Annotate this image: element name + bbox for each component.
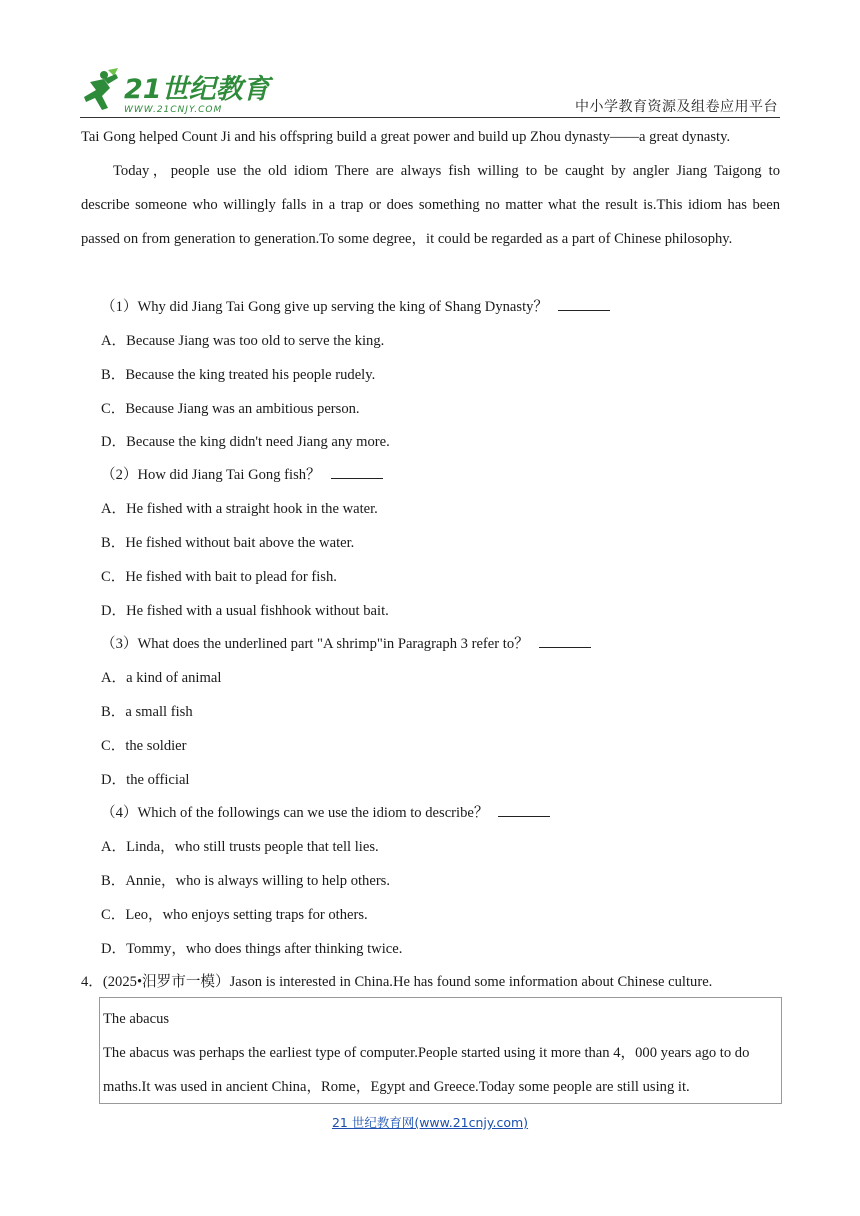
passage-line: Today，people use the old idiom There are always fish willing to be caught by angler Jiang Taigong to [113, 163, 780, 179]
option-a: A．Linda，who still trusts people that tell lies. [101, 839, 379, 855]
info-box-title: The abacus [103, 1011, 170, 1027]
passage-line: Tai Gong helped Count Ji and his offspring build a great power and build up Zhou dynasty——a great dynasty. [81, 129, 731, 145]
runner-icon [84, 68, 118, 110]
site-logo [80, 66, 270, 116]
passage-line: describe someone who willingly falls in a trap or does something no matter what the result is.This idiom has been [81, 197, 780, 213]
answer-blank[interactable] [539, 635, 591, 648]
option-b: B．a small fish [101, 704, 193, 720]
question-stem [101, 804, 550, 822]
page-header [80, 66, 780, 118]
option-a: A．He fished with a straight hook in the water. [101, 501, 378, 517]
option-d: D．the official [101, 772, 190, 788]
logo-text: 21世纪教育 [124, 74, 270, 105]
question-stem [101, 298, 610, 316]
problem-4-intro: 4．(2025•汨罗市一模）Jason is interested in China.He has found some information about Chinese culture. [81, 974, 713, 990]
answer-blank[interactable] [331, 466, 383, 479]
info-box-line: The abacus was perhaps the earliest type of computer.People started using it more than 4，000 years ago to do [103, 1045, 750, 1061]
question-stem [101, 635, 591, 653]
answer-blank[interactable] [558, 298, 610, 311]
question-stem-text: （3）What does the underlined part "A shrimp"in Paragraph 3 refer to？ [101, 636, 529, 652]
logo-url: WWW.21CNJY.COM [124, 105, 223, 115]
option-d: D．He fished with a usual fishhook without bait. [101, 603, 389, 619]
passage-line: passed on from generation to generation.To some degree，it could be regarded as a part of Chinese philosophy. [81, 231, 733, 247]
option-a: A．Because Jiang was too old to serve the king. [101, 333, 385, 349]
question-stem-text: （4）Which of the followings can we use the idiom to describe？ [101, 805, 489, 821]
option-c: C．the soldier [101, 738, 187, 754]
option-b: B．He fished without bait above the water. [101, 535, 355, 551]
option-c: C．Because Jiang was an ambitious person. [101, 401, 360, 417]
header-tagline: 中小学教育资源及组卷应用平台 [575, 99, 778, 115]
option-d: D．Because the king didn't need Jiang any more. [101, 434, 390, 450]
option-b: B．Because the king treated his people rudely. [101, 367, 376, 383]
option-c: C．He fished with bait to plead for fish. [101, 569, 337, 585]
info-box-line: maths.It was used in ancient China，Rome，Egypt and Greece.Today some people are still using it. [103, 1079, 690, 1095]
question-stem-text: （2）How did Jiang Tai Gong fish？ [101, 467, 321, 483]
question-stem-text: （1）Why did Jiang Tai Gong give up serving the king of Shang Dynasty？ [101, 299, 549, 315]
footer-link[interactable]: 21 世纪教育网(www.21cnjy.com) [331, 1115, 529, 1130]
option-a: A．a kind of animal [101, 670, 222, 686]
option-b: B．Annie，who is always willing to help others. [101, 873, 391, 889]
question-stem [101, 466, 383, 484]
answer-blank[interactable] [498, 804, 550, 817]
header-divider [80, 117, 780, 118]
option-d: D．Tommy，who does things after thinking twice. [101, 941, 403, 957]
info-box [99, 997, 782, 1104]
option-c: C．Leo，who enjoys setting traps for others. [101, 907, 368, 923]
